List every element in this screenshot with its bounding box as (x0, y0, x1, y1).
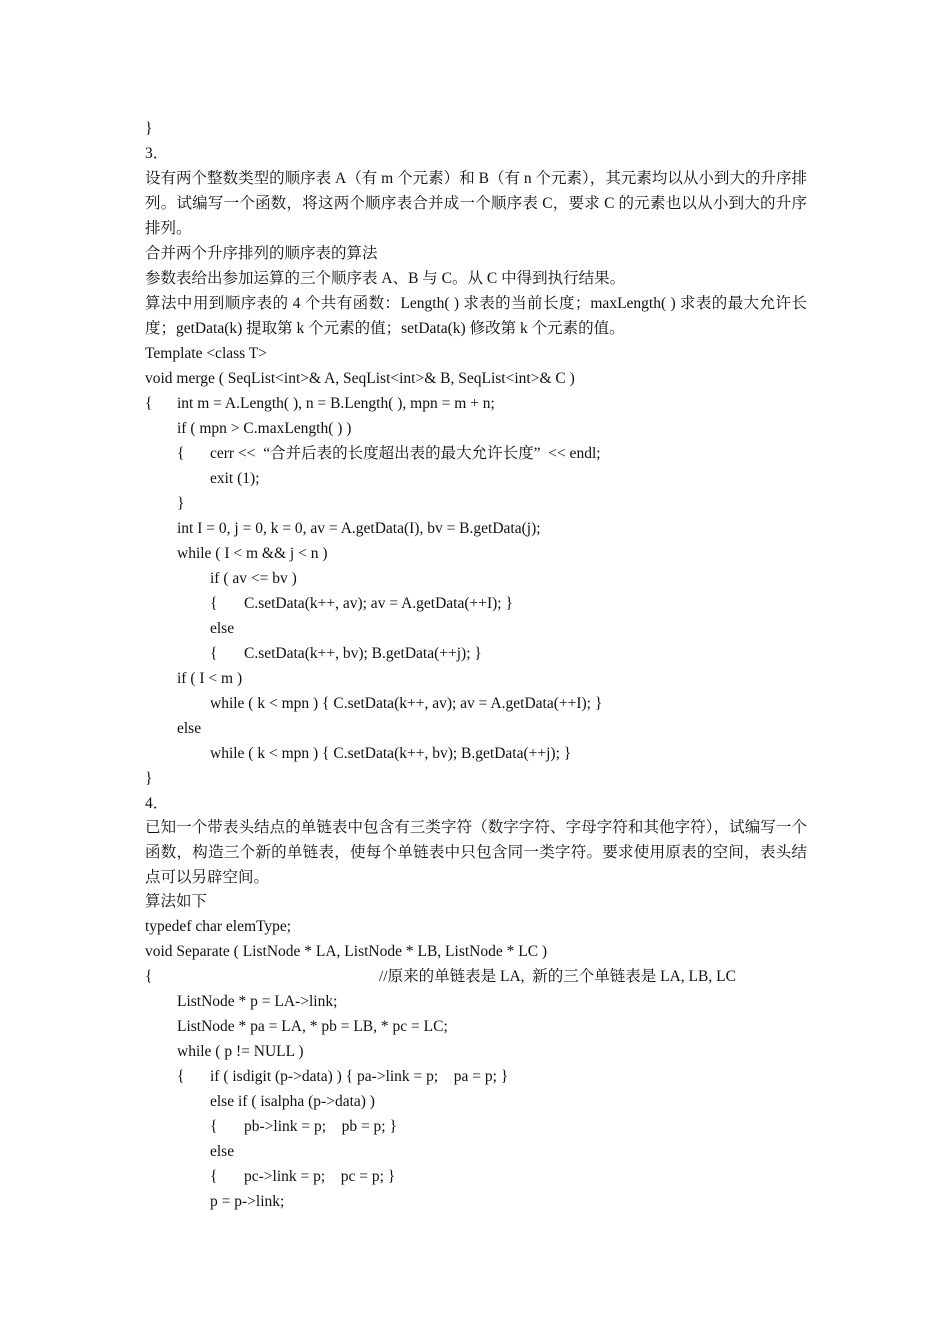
closing-brace: } (145, 120, 153, 137)
code-line: pb->link = p; pb = p; } (244, 1118, 397, 1135)
algorithm-desc-3a: 参数表给出参加运算的三个顺序表 A、B 与 C。从 C 中得到执行结果。 (145, 270, 626, 287)
code-line: C.setData(k++, bv); B.getData(++j); } (244, 645, 482, 662)
code-line: C.setData(k++, av); av = A.getData(++I); } (244, 595, 513, 612)
code-comment: //原来的单链表是 LA, 新的三个单链表是 LA, LB, LC (379, 968, 736, 985)
code-brace: { (145, 968, 153, 985)
code-line: int m = A.Length( ), n = B.Length( ), mpn = m + n; (177, 395, 495, 412)
code-line: else if ( isalpha (p->data) ) (210, 1093, 375, 1110)
code-line: ListNode * p = LA->link; (177, 993, 338, 1010)
code-line: cerr << “合并后表的长度超出表的最大允许长度” << endl; (210, 445, 601, 462)
code-line: void merge ( SeqList<int>& A, SeqList<int>& B, SeqList<int>& C ) (145, 370, 575, 387)
code-line: } (177, 495, 185, 512)
code-line: while ( k < mpn ) { C.setData(k++, bv); B.getData(++j); } (210, 745, 572, 762)
code-line: Template <class T> (145, 345, 267, 362)
code-line: ListNode * pa = LA, * pb = LB, * pc = LC; (177, 1018, 448, 1035)
question-number-3: 3． (145, 145, 169, 162)
code-brace: { (210, 595, 218, 612)
code-line: void Separate ( ListNode * LA, ListNode * LB, ListNode * LC ) (145, 943, 548, 960)
code-line: else (210, 1143, 235, 1160)
code-line: while ( p != NULL ) (177, 1043, 304, 1060)
code-brace: { (177, 1068, 185, 1085)
code-line: pc->link = p; pc = p; } (244, 1168, 396, 1185)
code-brace: { (210, 1168, 218, 1185)
code-line: if ( I < m ) (177, 670, 243, 687)
code-line: if ( mpn > C.maxLength( ) ) (177, 420, 352, 437)
problem-4-text: 已知一个带表头结点的单链表中包含有三类字符（数字字符、字母字符和其他字符），试编写一个函数，构造三个新的单链表，使每个单链表中只包含同一类字符。要求使用原表的空间，表头结点可以另辟空间。 (145, 819, 807, 886)
code-line: else (210, 620, 235, 637)
code-line: while ( k < mpn ) { C.setData(k++, av); av = A.getData(++I); } (210, 695, 603, 712)
code-line: p = p->link; (210, 1193, 285, 1210)
code-line: exit (1); (210, 470, 260, 487)
code-brace: { (210, 1118, 218, 1135)
question-number-4: 4． (145, 795, 169, 812)
code-brace: { (210, 645, 218, 662)
code-brace: { (145, 395, 153, 412)
algorithm-title-3: 合并两个升序排列的顺序表的算法 (145, 245, 378, 262)
code-line: int I = 0, j = 0, k = 0, av = A.getData(I), bv = B.getData(j); (177, 520, 541, 537)
code-brace: { (177, 445, 185, 462)
code-line: } (145, 770, 153, 787)
algorithm-desc-3b: 算法中用到顺序表的 4 个共有函数：Length( ) 求表的当前长度；maxLength( ) 求表的最大允许长度；getData(k) 提取第 k 个元素的值；setData(k) 修改第 k 个元素的值。 (145, 295, 807, 337)
code-line: while ( I < m && j < n ) (177, 545, 328, 562)
algorithm-title-4: 算法如下 (145, 893, 208, 910)
code-line: else (177, 720, 202, 737)
code-line: if ( av <= bv ) (210, 570, 297, 587)
code-line: if ( isdigit (p->data) ) { pa->link = p; pa = p; } (210, 1068, 509, 1085)
problem-3-text: 设有两个整数类型的顺序表 A（有 m 个元素）和 B（有 n 个元素），其元素均以从小到大的升序排列。试编写一个函数，将这两个顺序表合并成一个顺序表 C，要求 C 的元素也以从小到大的升序排列。 (145, 170, 807, 237)
code-line: typedef char elemType; (145, 918, 292, 935)
